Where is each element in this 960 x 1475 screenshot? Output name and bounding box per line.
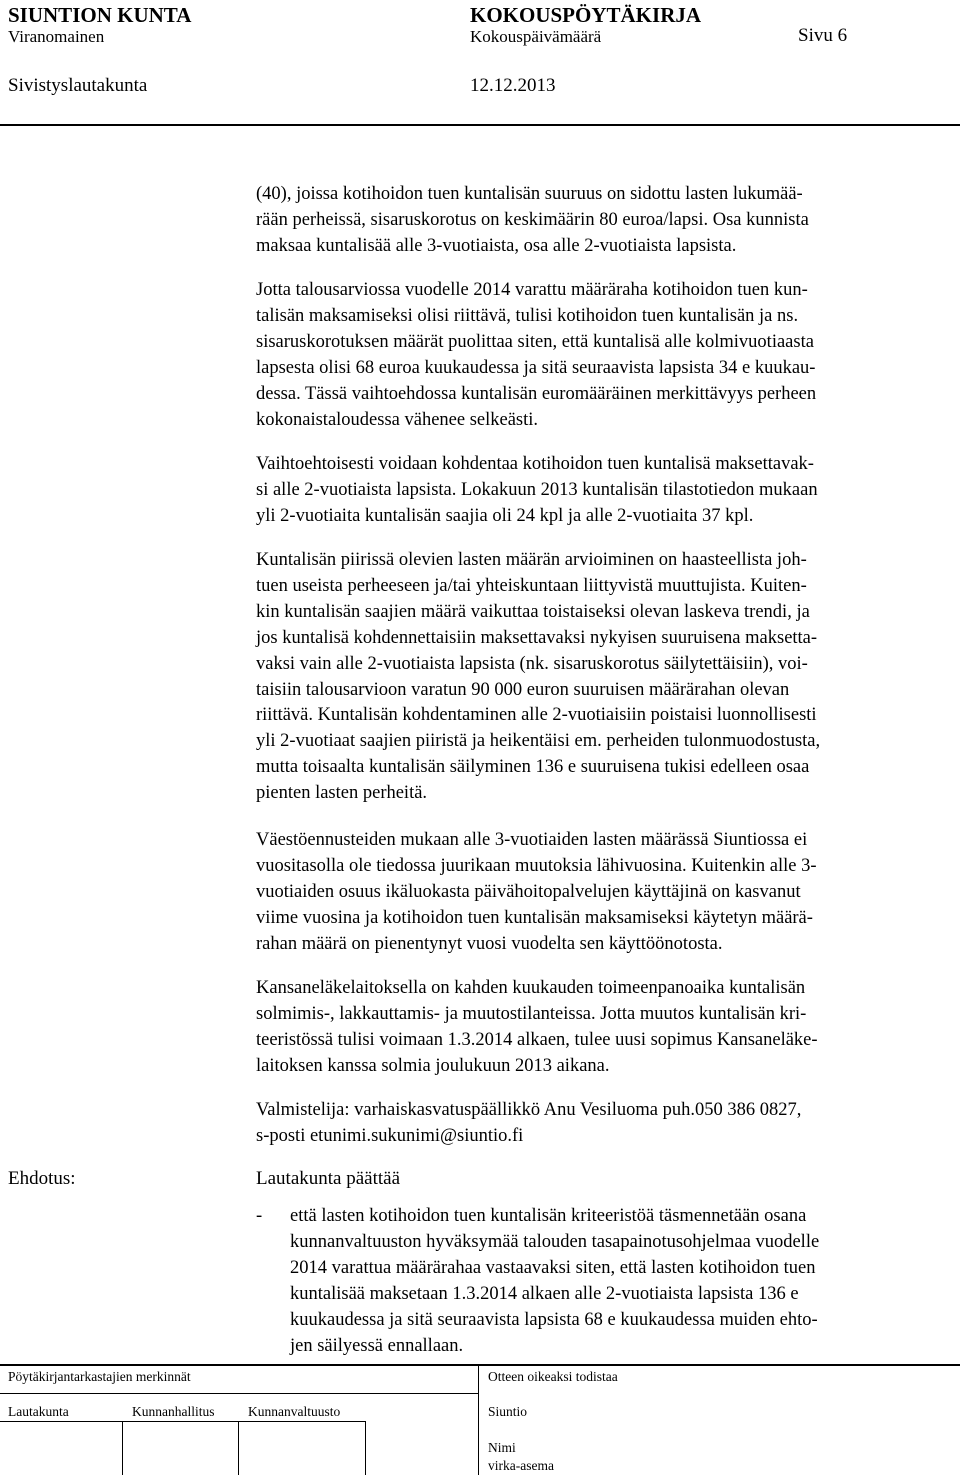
authority-label: Viranomainen: [8, 27, 105, 46]
decision-text: että lasten kotihoidon tuen kuntalisän kriteeristöä täsmennetään osana kunnanvaltuuston hyväksymää talouden tasapainotusohjelmaa vuodelle 2014 varattua määrärahaa vastaavaksi siten, että lasten kotihoidon tuen kuntalisää maksetaan 1.3.2014 alkaen alle 2-vuotiaista lapsista 136 e kuukaudessa ja sitä seuraavista lapsista 68 e kuukaudessa muiden ehto- jen säilyessä ennallaan.: [290, 1206, 820, 1356]
paragraph: Vaihtoehtoisesti voidaan kohdentaa kotihoidon tuen kuntalisä maksettavak- si alle 2-vuotiaista lapsista. Lokakuun 2013 kuntalisän tilastotiedon mukaan yli 2-vuotiaita kuntalisän saajia oli 24 kpl ja alle 2-vuotiaita 37 kpl.: [256, 454, 818, 526]
document-type: KOKOUSPÖYTÄKIRJA: [470, 3, 702, 27]
page-number: Sivu 6: [798, 25, 848, 46]
footer-rule-top: [0, 1364, 960, 1366]
paragraph: (40), joissa kotihoidon tuen kuntalisän suuruus on sidottu lasten lukumää- rään perheissä, sisaruskorotus on keskimäärin 80 euroa/lapsi. Osa kunnista maksaa kuntalisää alle 3-vuotiaista, osa alle 2-vuotiaista lapsista.: [256, 184, 809, 256]
proposal-label: Ehdotus:: [8, 1168, 76, 1189]
preparer-info: Valmistelija: varhaiskasvatuspäällikkö Anu Vesiluoma puh.050 386 0827, s-posti etunimi.sukunimi@siuntio.fi: [256, 1100, 802, 1146]
paragraph: Kansaneläkelaitoksella on kahden kuukauden toimeenpanoaika kuntalisän solmimis-, lakkauttamis- ja muutostilanteissa. Jotta muutos kuntalisän kri- teeristössä tulisi voimaan 1.3.2014 alkaen, tulee uusi sopimus Kansaneläke- laitoksen kanssa solmia joulukuun 2013 aikana.: [256, 978, 818, 1076]
place: Siuntio: [488, 1404, 528, 1419]
col-council-board: Kunnanhallitus: [132, 1404, 215, 1419]
paragraph: Kuntalisän piirissä olevien lasten määrän arvioiminen on haasteellista joh- tuen useista perheeseen ja/tai yhteiskuntaan liittyvistä muuttujista. Kuiten- kin kuntalisän saajien määrä vaikuttaa toistaiseksi olevan laskeva trendi, ja jos kuntalisä kohdennettaisiin maksettavaksi nykyisen suuruisena maksetta- vaksi vain alle 2-vuotiaista lapsista (nk. sisaruskorotus säilytettäisiin), voi- taisiin talousarvioon varatun 90 000 euron suuruisen määrärahan olevan riittävä. Kuntalisän kohdentaminen alle 2-vuotiaisiin poistaisi luonnollisesti yli 2-vuotiaat saajien piiristä ja heikentäisi em. perheiden tulonmuodostusta, mutta toisaalta kuntalisän säilyminen 136 e suuruisena tukisi edelleen osaa pienten lasten perheitä.: [256, 550, 821, 804]
col-board: Lautakunta: [8, 1404, 69, 1419]
authority-name: Sivistyslautakunta: [8, 75, 148, 96]
footer: [0, 1364, 960, 1475]
footer-col-line: [365, 1421, 366, 1475]
title-label: virka-asema: [488, 1458, 554, 1473]
footer-rule-mid: [0, 1393, 478, 1394]
header-rule: [0, 124, 960, 126]
municipality-name: SIUNTION KUNTA: [8, 3, 192, 27]
checkers-label: Pöytäkirjantarkastajien merkinnät: [8, 1369, 191, 1384]
decision-bullet: [256, 1204, 951, 1360]
paragraph: Jotta talousarviossa vuodelle 2014 varattu määräraha kotihoidon tuen kun- talisän maksamiseksi olisi riittävä, tulisi kotihoidon tuen kuntalisän ja ns. sisaruskorotuksen määrät puolittaa siten, että kuntalisä alle kolmivuotiaasta lapsesta olisi 68 euroa kuukaudessa ja sitä seuraavista lapsista 34 e kuukau- dessa. Tässä vaihtoehdossa kuntalisän euromääräinen merkittävyys perheen kokonaistaloudessa vähenee selkeästi.: [256, 280, 817, 430]
name-label: Nimi: [488, 1440, 516, 1455]
certified-label: Otteen oikeaksi todistaa: [488, 1369, 618, 1384]
footer-divider: [478, 1364, 479, 1475]
decision-heading: Lautakunta päättää: [256, 1168, 401, 1189]
bullet-dash: -: [256, 1206, 263, 1226]
col-council: Kunnanvaltuusto: [248, 1404, 341, 1419]
paragraph: Väestöennusteiden mukaan alle 3-vuotiaiden lasten määrässä Siuntiossa ei vuositasolla ole tiedossa juurikaan muutoksia lähivuosina. Kuitenkin alle 3- vuotiaiden osuus ikäluokasta päivähoitopalvelujen käyttäjinä on kasvanut viime vuosina ja kotihoidon tuen kuntalisän maksamiseksi käytetyn määrä- rahan määrä on pienentynyt vuosi vuodelta sen käyttöönotosta.: [256, 830, 817, 954]
meeting-date: 12.12.2013: [470, 75, 556, 96]
footer-rule-low: [0, 1421, 365, 1422]
footer-col-line: [238, 1421, 239, 1475]
footer-col-line: [122, 1421, 123, 1475]
meeting-date-label: Kokouspäivämäärä: [470, 27, 602, 46]
